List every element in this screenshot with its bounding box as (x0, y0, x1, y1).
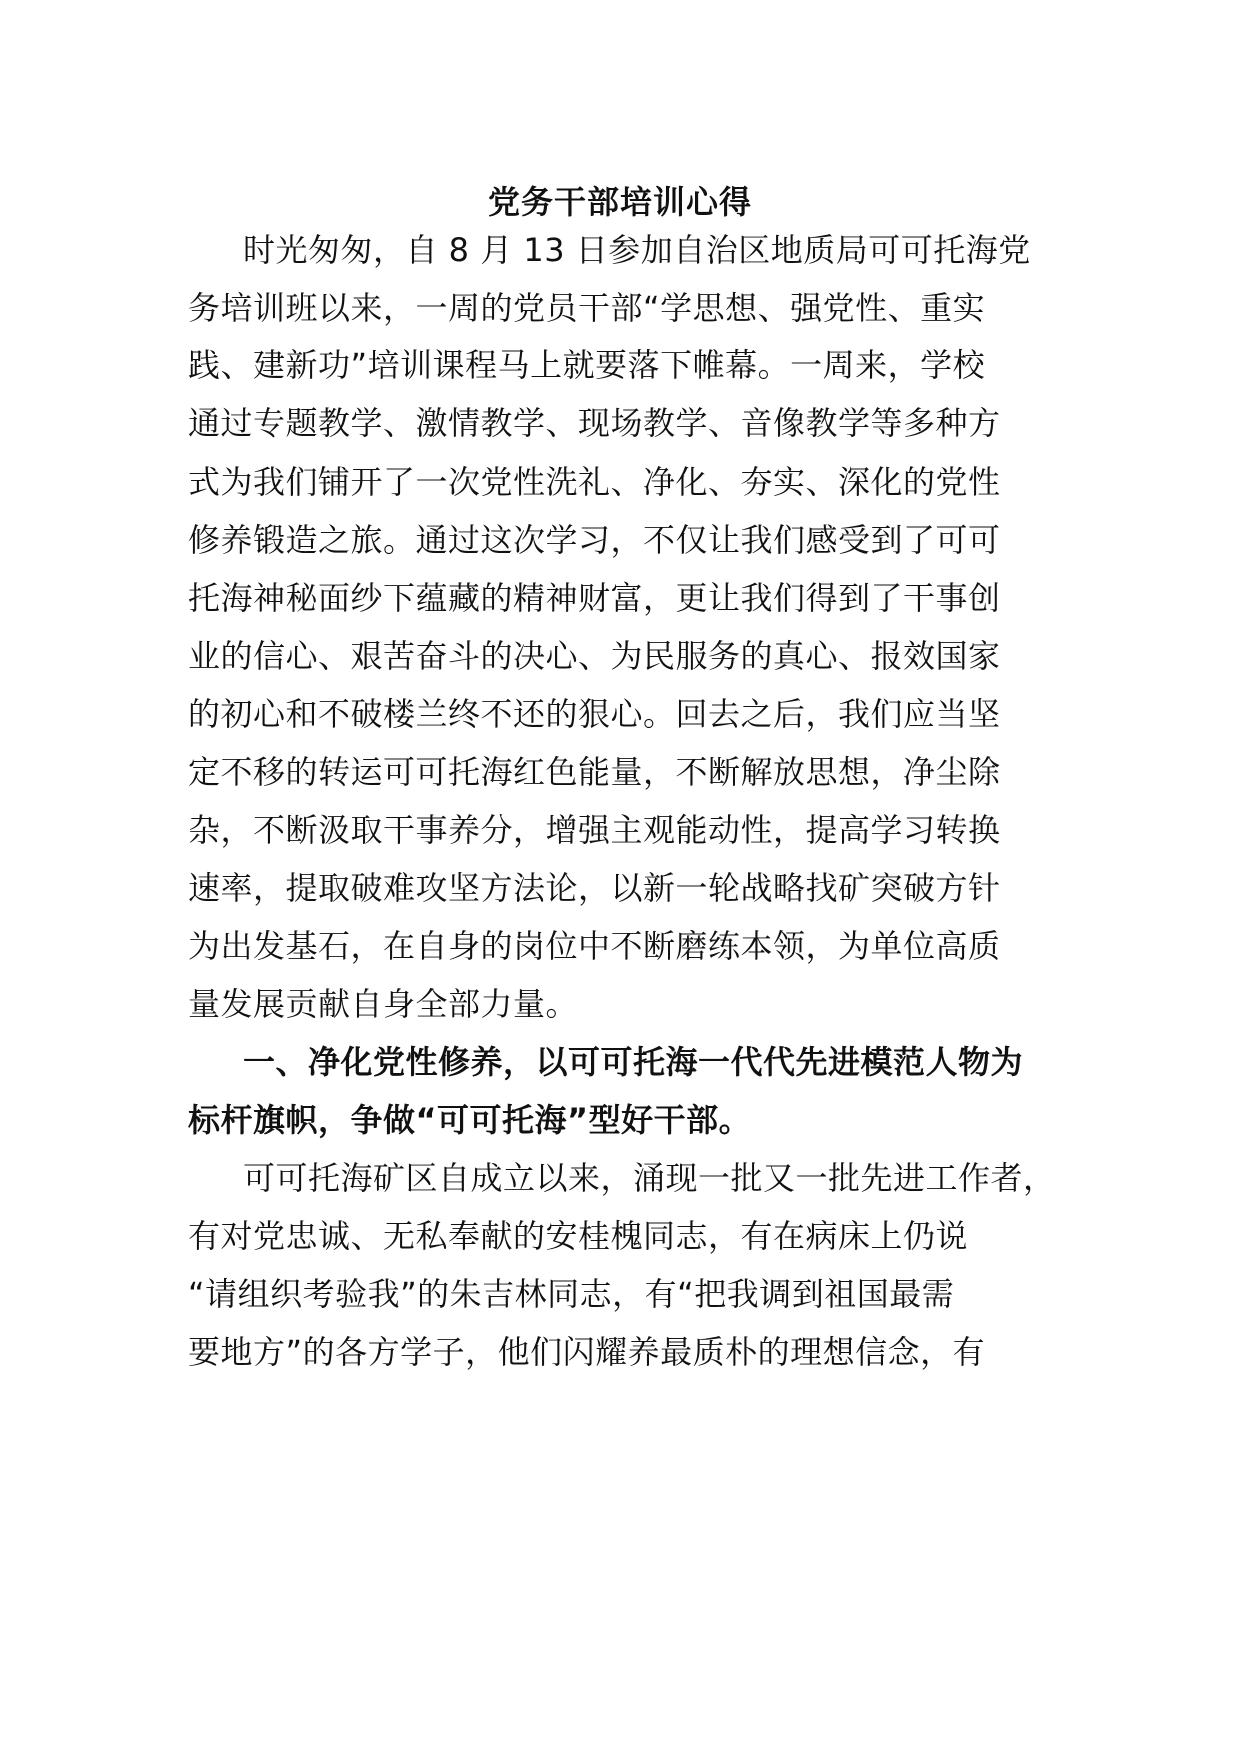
paragraph-line: 可可托海矿区自成立以来，涌现一批又一批先进工作者， (243, 1159, 1056, 1197)
paragraph-line: 时光匆匆，自 8 月 13 日参加自治区地质局可可托海党 (243, 231, 1031, 269)
paragraph-line: 为出发基石，在自身的岗位中不断磨练本领，为单位高质 (188, 927, 1001, 965)
paragraph-line: 杂，不断汲取干事养分，增强主观能动性，提高学习转换 (188, 811, 1001, 849)
paragraph-line: 要地方”的各方学子，他们闪耀养最质朴的理想信念，有 (188, 1333, 986, 1371)
paragraph-line: 务培训班以来，一周的党员干部“学思想、强党性、重实 (188, 289, 986, 327)
paragraph-line: 式为我们铺开了一次党性洗礼、净化、夯实、深化的党性 (188, 463, 1001, 501)
paragraph-line: 业的信心、艰苦奋斗的决心、为民服务的真心、报效国家 (188, 637, 1001, 675)
document-title: 党务干部培训心得 (487, 183, 752, 221)
section-heading-line: 一、净化党性修养，以可可托海一代代先进模范人物为 (243, 1043, 1024, 1081)
paragraph-line: 速率，提取破难攻坚方法论，以新一轮战略找矿突破方针 (188, 869, 1001, 907)
section-heading-line: 标杆旗帜，争做“可可托海”型好干部。 (188, 1101, 752, 1139)
paragraph-line: 通过专题教学、激情教学、现场教学、音像教学等多种方 (188, 404, 1001, 442)
paragraph-line: 定不移的转运可可托海红色能量，不断解放思想，净尘除 (188, 753, 1001, 791)
paragraph-line: 践、建新功”培训课程马上就要落下帷幕。一周来，学校 (188, 346, 986, 384)
paragraph-line: 有对党忠诚、无私奉献的安桂槐同志，有在病床上仍说 (188, 1217, 969, 1255)
paragraph-line: 量发展贡献自身全部力量。 (188, 985, 579, 1023)
paragraph-line: 修养锻造之旅。通过这次学习，不仅让我们感受到了可可 (188, 521, 1001, 559)
paragraph-line: 托海神秘面纱下蕴藏的精神财富，更让我们得到了干事创 (188, 579, 1001, 617)
paragraph-line: “请组织考验我”的朱吉林同志，有“把我调到祖国最需 (188, 1275, 955, 1313)
paragraph-line: 的初心和不破楼兰终不还的狠心。回去之后，我们应当坚 (188, 695, 1001, 733)
